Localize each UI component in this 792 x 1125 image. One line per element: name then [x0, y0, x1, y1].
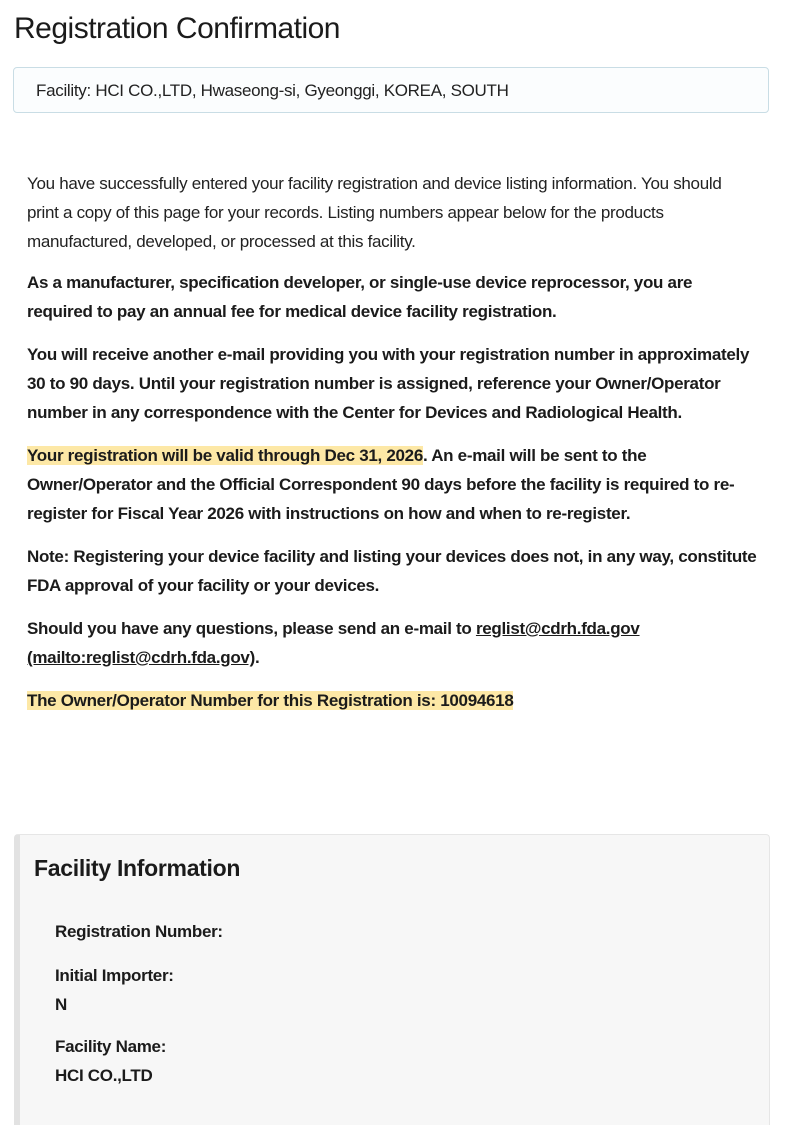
facility-name-label: Facility Name: [55, 1037, 167, 1056]
page-title: Registration Confirmation [14, 12, 340, 45]
facility-summary-box: Facility: HCI CO.,LTD, Hwaseong-si, Gyeonggi, KOREA, SOUTH [13, 67, 769, 113]
facility-name-field [55, 1032, 166, 1090]
questions-paragraph [27, 614, 757, 672]
initial-importer-label: Initial Importer: [55, 966, 174, 985]
questions-prefix: Should you have any questions, please send an e-mail to [27, 619, 476, 638]
validity-rest: . An e-mail will be sent to the Owner/Operator and the Official Correspondent 90 days before the facility is required to re-register for Fiscal Year 2026 with instructions on how and when to re-register. [27, 446, 735, 523]
email-notice-paragraph: You will receive another e-mail providing you with your registration number in approximately 30 to 90 days. Until your registration number is assigned, reference your Owner/Operator number in any correspondence with the Center for Devices and Radiological Health. [27, 345, 750, 422]
facility-information-card [14, 834, 770, 1125]
fee-notice-paragraph: As a manufacturer, specification developer, or single-use device reprocessor, you are required to pay an annual fee for medical device facility registration. [27, 273, 693, 321]
owner-operator-paragraph [27, 686, 757, 715]
initial-importer-field [55, 961, 174, 1019]
owner-operator-number: The Owner/Operator Number for this Registration is: 10094618 [27, 691, 514, 710]
note-paragraph: Note: Registering your device facility and listing your devices does not, in any way, constitute FDA approval of your facility or your devices. [27, 547, 757, 595]
validity-highlight: Your registration will be valid through Dec 31, 2026 [27, 446, 423, 465]
registration-number-label: Registration Number: [55, 922, 223, 941]
questions-suffix: . [254, 648, 260, 667]
registration-number-field [55, 917, 223, 946]
reglist-email-link[interactable]: reglist@cdrh.fda.gov (mailto:reglist@cdrh.fda.gov) [27, 619, 640, 667]
initial-importer-value: N [55, 995, 67, 1014]
facility-information-title: Facility Information [34, 855, 241, 881]
intro-paragraph: You have successfully entered your facility registration and device listing information. You should print a copy of this page for your records. Listing numbers appear below for the products manufactured, developed, or processed at this facility. [27, 174, 722, 251]
facility-name-value: HCI CO.,LTD [55, 1066, 153, 1085]
validity-paragraph [27, 441, 757, 528]
confirmation-content [27, 169, 757, 729]
